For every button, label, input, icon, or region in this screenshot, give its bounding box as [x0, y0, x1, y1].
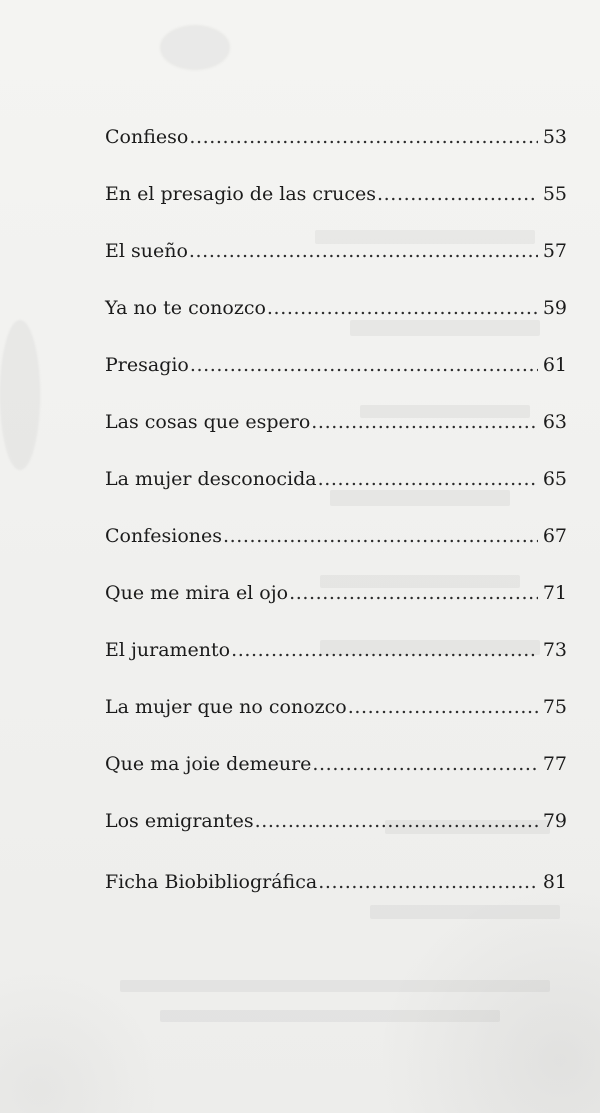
toc-entry-title: Confesiones [105, 525, 222, 547]
toc-entry [105, 118, 567, 157]
dot-leader [348, 688, 538, 727]
toc-entry-page: 61 [542, 354, 567, 376]
toc-entry-title: Ficha Biobibliográfica [105, 871, 318, 893]
dot-leader [377, 175, 538, 214]
toc-entry [105, 631, 567, 670]
toc-entry-title: Que me mira el ojo [105, 582, 289, 604]
toc-entry-page: 71 [542, 582, 567, 604]
toc-entry [105, 745, 567, 784]
toc-entry-page: 63 [542, 411, 567, 433]
toc-entry-title: Confieso [105, 126, 189, 148]
toc-entry-title: En el presagio de las cruces [105, 183, 377, 205]
toc-entry [105, 346, 567, 385]
dot-leader [189, 232, 538, 271]
toc-entry [105, 289, 567, 328]
dot-leader [189, 118, 538, 157]
toc-entry [105, 403, 567, 442]
toc-entry [105, 175, 567, 214]
toc-entry-page: 81 [542, 871, 567, 893]
toc-entry-page: 53 [542, 126, 567, 148]
toc-entry [105, 232, 567, 271]
toc-entry [105, 517, 567, 556]
dot-leader [267, 289, 538, 328]
dot-leader [318, 863, 538, 902]
paper-smudge [160, 25, 230, 70]
dot-leader [255, 802, 538, 841]
dot-leader [190, 346, 538, 385]
toc-entry-title: El sueño [105, 240, 188, 262]
toc-entry-page: 59 [542, 297, 567, 319]
toc-entry-title: Que ma joie demeure [105, 753, 312, 775]
dot-leader [231, 631, 538, 670]
toc-entry-page: 73 [542, 639, 567, 661]
dot-leader [289, 574, 538, 613]
toc-entry-title: Las cosas que espero [105, 411, 311, 433]
toc-entry [105, 688, 567, 727]
toc-entry-title: Ya no te conozco [105, 297, 266, 319]
table-of-contents [105, 118, 567, 902]
toc-entry-title: El juramento [105, 639, 231, 661]
toc-entry [105, 802, 567, 841]
dot-leader [223, 517, 538, 556]
toc-entry-page: 75 [542, 696, 567, 718]
toc-entry-title: Los emigrantes [105, 810, 254, 832]
dot-leader [312, 745, 538, 784]
toc-entry-page: 77 [542, 753, 567, 775]
toc-entry [105, 460, 567, 499]
toc-entry-page: 65 [542, 468, 567, 490]
dot-leader [311, 403, 538, 442]
toc-entry-title: La mujer que no conozco [105, 696, 347, 718]
toc-entry-page: 55 [542, 183, 567, 205]
toc-entry [105, 863, 567, 902]
toc-entry-title: Presagio [105, 354, 189, 376]
paper-smudge [0, 320, 40, 470]
toc-entry-page: 79 [542, 810, 567, 832]
toc-entry-page: 57 [542, 240, 567, 262]
toc-entry-page: 67 [542, 525, 567, 547]
dot-leader [318, 460, 538, 499]
toc-entry [105, 574, 567, 613]
toc-entry-title: La mujer desconocida [105, 468, 317, 490]
